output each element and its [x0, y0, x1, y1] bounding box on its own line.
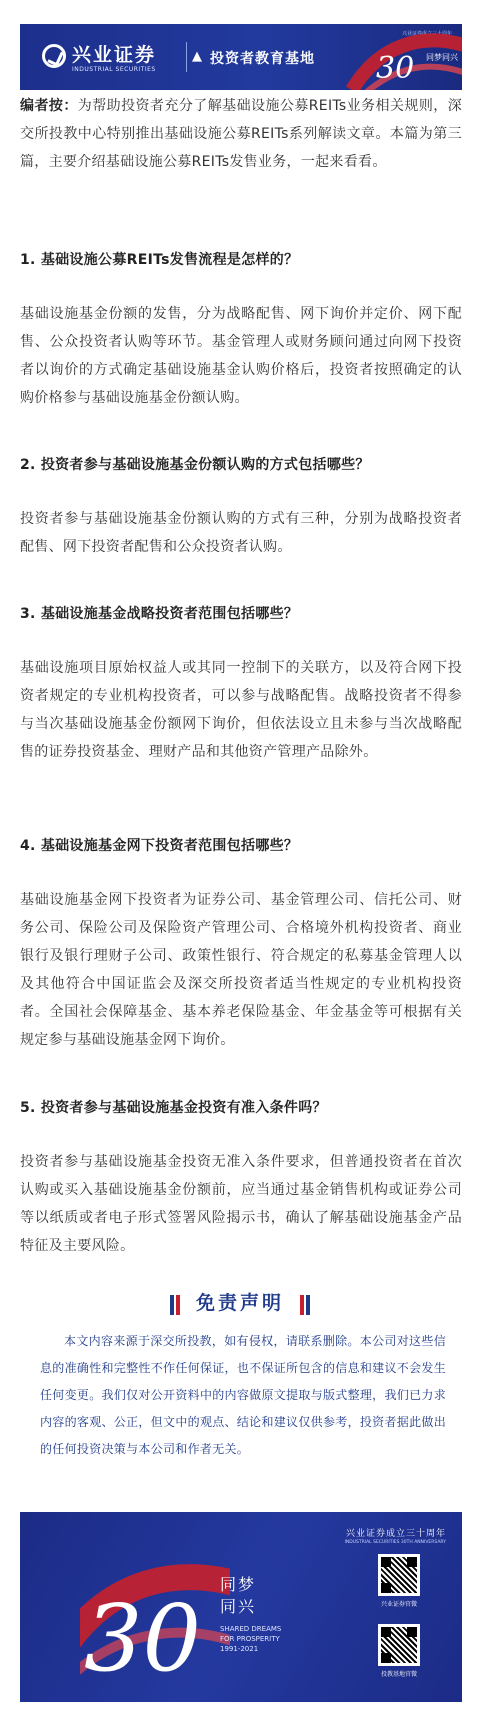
anniversary-30-emblem [80, 1552, 230, 1692]
question-3: 3. 基础设施基金战略投资者范围包括哪些？ [20, 606, 299, 622]
question-5: 5. 投资者参与基础设施基金投资有准入条件吗？ [20, 1100, 327, 1116]
slogan-cn-line2: 同兴 [220, 1597, 257, 1616]
svg-text:30: 30 [376, 51, 415, 86]
qr-code-education-base[interactable] [378, 1624, 420, 1666]
slogan-en [220, 1624, 281, 1654]
answer-5: 投资者参与基础设施基金投资无准入条件要求，但普通投资者在首次认购或买入基础设施基金份额前，应当通过基金销售机构或证券公司等以纸质或者电子形式签署风险揭示书，确认了解基础设施基金产品特征及主要风险。 [20, 1154, 462, 1254]
answer-4: 基础设施基金网下投资者为证券公司、基金管理公司、信托公司、财务公司、保险公司及保险资产管理公司、合格境外机构投资者、商业银行及银行理财子公司、政策性银行、符合规定的私募基金管理人以及其他符合中国证监会及深交所投资者适当性规定的专业机构投资者。全国社会保障基金、基本养老保险基金、年金基金等可根据有关规定参与基础设施基金网下询价。 [20, 892, 462, 1048]
banner-divider [186, 42, 187, 72]
brand-logo-icon [42, 44, 66, 68]
anniversary-title: 兴业证券成立三十周年 [345, 1529, 446, 1539]
slogan-en-line1: SHARED DREAMS [220, 1625, 282, 1633]
title-bar-icon [170, 1295, 174, 1315]
title-bar-icon [176, 1295, 180, 1315]
slogan-cn [220, 1574, 256, 1618]
header-banner [20, 24, 462, 90]
answer-3: 基础设施项目原始权益人或其同一控制下的关联方，以及符合网下投资者规定的专业机构投资者，可以参与战略配售。战略投资者不得参与当次基础设施基金份额网下询价，但依法设立且未参与当次战略配售的证券投资基金、理财产品和其他资产管理产品除外。 [20, 660, 462, 760]
answer-1: 基础设施基金份额的发售，分为战略配售、网下询价并定价、网下配售、公众投资者认购等环节。基金管理人或财务顾问通过向网下投资者以询价的方式确定基础设施基金认购价格后，投资者按照确定的认购价格参与基础设施基金份额认购。 [20, 306, 462, 406]
footer-banner [20, 1512, 462, 1702]
anniversary-caption: 兴业证券成立三十周年 [401, 31, 452, 37]
qr-label-education-base: 投教基地官微 [380, 1671, 417, 1678]
svg-text:30: 30 [84, 1585, 202, 1692]
graduation-cap-icon: ▲ [192, 49, 202, 64]
qr-label-official-account: 兴业证券官微 [380, 1601, 417, 1608]
question-4: 4. 基础设施基金网下投资者范围包括哪些？ [20, 838, 299, 854]
disclaimer-header [0, 1288, 480, 1315]
anniversary-30-logo [342, 30, 462, 90]
ribbon-label: 同梦同兴 [426, 53, 458, 62]
question-1: 1. 基础设施公募REITs发售流程是怎样的？ [20, 252, 299, 268]
question-2: 2. 投资者参与基础设施基金份额认购的方式包括哪些？ [20, 457, 370, 473]
anniversary-title-en: INDUSTRIAL SECURITIES 30TH ANNIVERSARY [344, 1540, 446, 1545]
title-bar-icon [300, 1295, 304, 1315]
slogan-years: 1991-2021 [220, 1645, 259, 1653]
editor-note-label: 编者按： [20, 98, 78, 114]
editor-note [20, 92, 462, 176]
qr-code-official-account[interactable] [378, 1554, 420, 1596]
disclaimer-title: 免责声明 [195, 1292, 284, 1314]
title-bar-icon [306, 1295, 310, 1315]
slogan-cn-line1: 同梦 [220, 1575, 257, 1594]
brand-name: 兴业证券 [72, 44, 157, 66]
editor-note-text: 为帮助投资者充分了解基础设施公募REITs业务相关规则，深交所投教中心特别推出基础设施公募REITs系列解读文章。本篇为第三篇，主要介绍基础设施公募REITs发售业务，一起来看看。 [20, 98, 463, 170]
disclaimer-text: 本文内容来源于深交所投教，如有侵权，请联系删除。本公司对这些信息的准确性和完整性不作任何保证，也不保证所包含的信息和建议不会发生任何变更。我们仅对公开资料中的内容做原文提取与版式整理，我们已力求内容的客观、公正，但文中的观点、结论和建议仅供参考，投资者据此做出的任何投资决策与本公司和作者无关。 [40, 1334, 446, 1456]
answer-2: 投资者参与基础设施基金份额认购的方式有三种，分别为战略投资者配售、网下投资者配售和公众投资者认购。 [20, 511, 462, 555]
education-base-name: 投资者教育基地 [210, 51, 315, 67]
slogan-en-line2: FOR PROSPERITY [220, 1635, 280, 1643]
brand-name-en: INDUSTRIAL SECURITIES [72, 66, 156, 73]
